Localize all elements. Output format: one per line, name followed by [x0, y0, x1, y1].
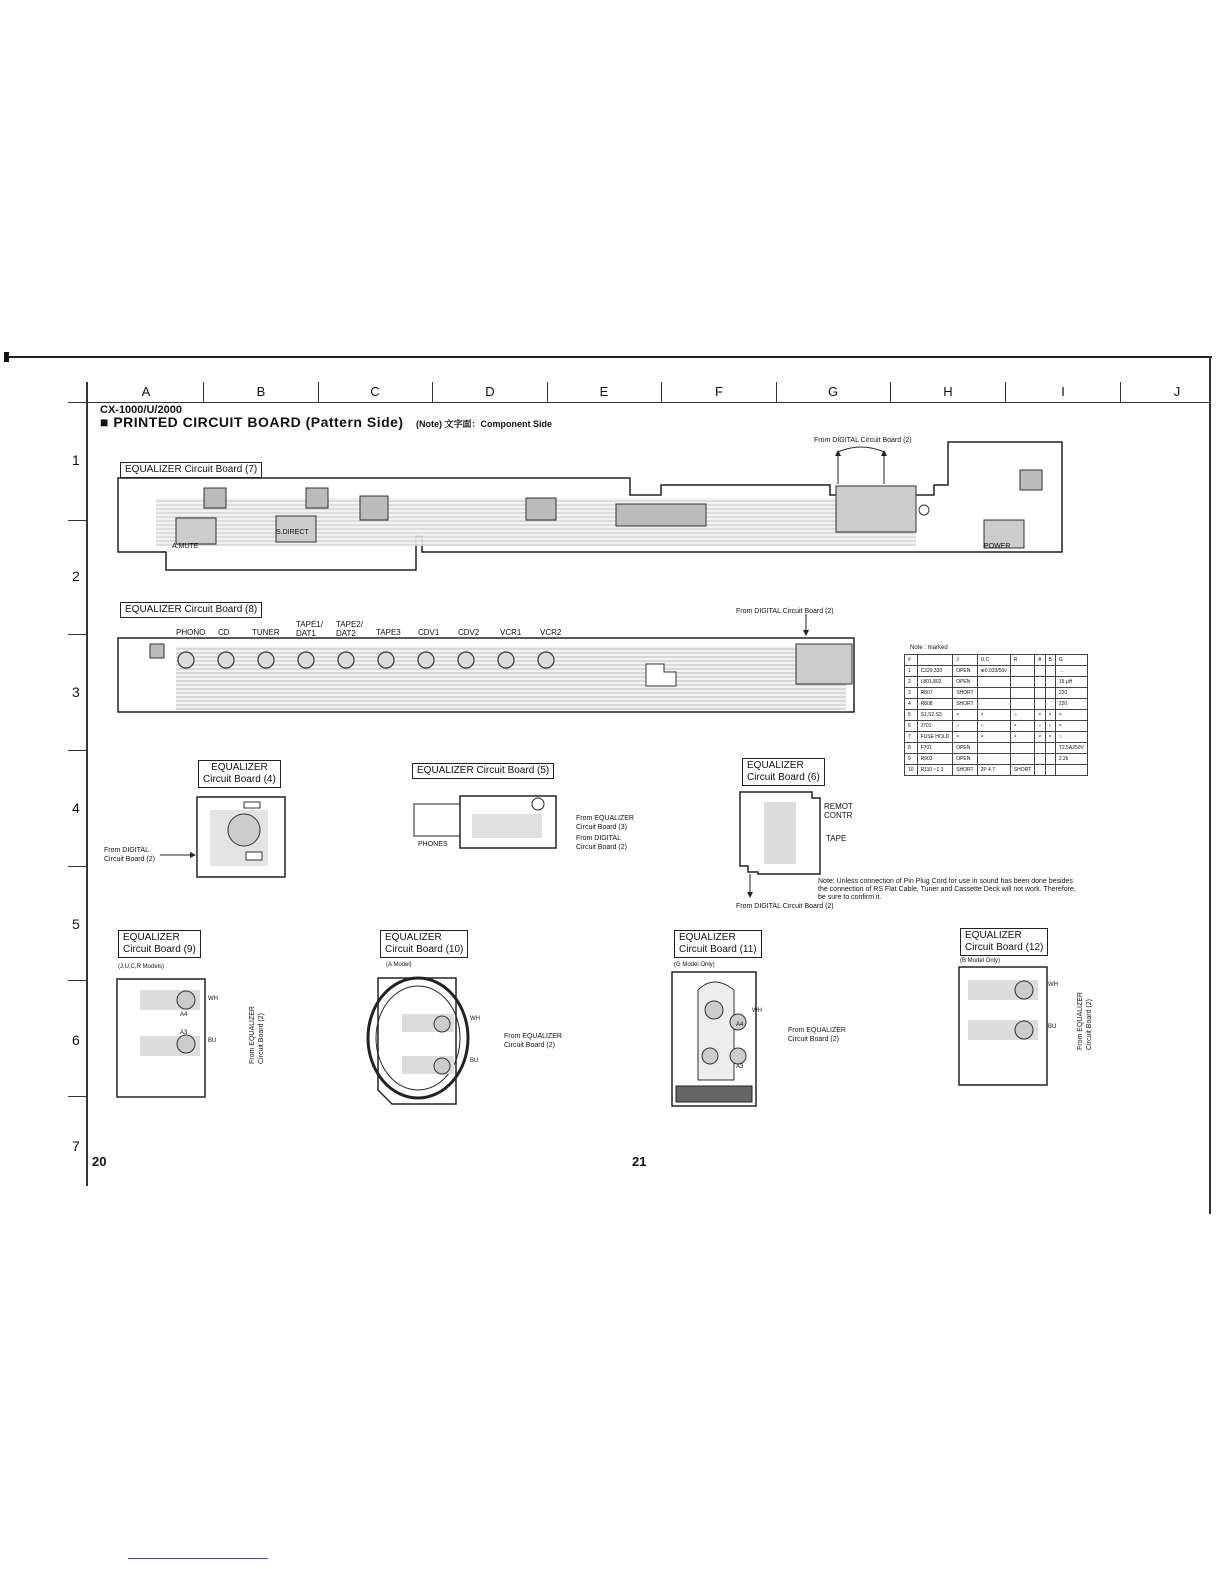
col-divider	[1005, 382, 1006, 402]
board-8-from-label: From DIGITAL Circuit Board (2)	[736, 608, 834, 615]
table-header: A	[1035, 655, 1045, 666]
input-label-tape3: TAPE3	[376, 628, 401, 637]
column-letter: G	[827, 384, 839, 399]
table-cell: ×	[1055, 710, 1087, 721]
row-number: 1	[72, 452, 80, 468]
table-cell	[977, 754, 1010, 765]
page-title: ■ PRINTED CIRCUIT BOARD (Pattern Side)	[100, 414, 404, 430]
table-cell	[1045, 743, 1055, 754]
table-cell: ×	[1045, 710, 1055, 721]
table-row	[905, 666, 1088, 677]
table-cell	[1010, 666, 1034, 677]
table-cell	[1045, 688, 1055, 699]
board-10-from-label: From EQUALIZER Circuit Board (2)	[504, 1033, 562, 1049]
row-number: 4	[72, 800, 80, 816]
table-cell: 1	[905, 666, 918, 677]
table-cell	[977, 743, 1010, 754]
table-cell	[1035, 666, 1045, 677]
model-number: CX-1000/U/2000	[100, 404, 182, 416]
column-letter: C	[370, 384, 380, 399]
table-cell: ×	[953, 710, 977, 721]
col-divider	[432, 382, 433, 402]
table-cell	[1045, 765, 1055, 776]
table-cell	[1035, 677, 1045, 688]
col-divider	[318, 382, 319, 402]
table-cell: R110 ~1 3	[917, 765, 953, 776]
row-number: 3	[72, 684, 80, 700]
table-cell: J701	[917, 721, 953, 732]
board-9-label: EQUALIZER Circuit Board (9)	[118, 930, 201, 958]
title-note: (Note) 文字面：Component Side	[416, 419, 552, 429]
board-10-model: (A Model)	[386, 962, 412, 968]
table-cell: OPEN	[953, 666, 977, 677]
table-cell: 15 μH	[1055, 677, 1087, 688]
row-number: 7	[72, 1138, 80, 1154]
table-header: B	[1045, 655, 1055, 666]
table-row	[905, 721, 1088, 732]
table-cell	[1055, 765, 1087, 776]
wire-a4-label: A4	[180, 1012, 188, 1018]
table-cell: ×	[1010, 721, 1034, 732]
table-cell: 10	[905, 765, 918, 776]
table-cell: R903	[917, 754, 953, 765]
board-10-outline	[362, 968, 472, 1120]
column-letter: J	[1173, 384, 1181, 399]
col-divider	[547, 382, 548, 402]
table-cell: T2.5A250V	[1055, 743, 1087, 754]
table-cell: SHORT	[953, 688, 977, 699]
table-cell	[1045, 699, 1055, 710]
board-7-from-label: From DIGITAL Circuit Board (2)	[814, 437, 912, 444]
board-5-label: EQUALIZER Circuit Board (5)	[412, 763, 554, 779]
phones-label: PHONES	[418, 841, 448, 848]
col-divider	[203, 382, 204, 402]
board-4-label: EQUALIZER Circuit Board (4)	[198, 760, 281, 788]
grid-left-border	[86, 382, 88, 1186]
table-row	[905, 710, 1088, 721]
table-cell	[1010, 743, 1034, 754]
wire-wh-label: WH	[1048, 982, 1058, 988]
page-number-left: 20	[92, 1154, 107, 1169]
table-cell: ⊕0.033/50v	[977, 666, 1010, 677]
table-cell	[977, 699, 1010, 710]
board-11-label: EQUALIZER Circuit Board (11)	[674, 930, 762, 958]
column-letter: A	[141, 384, 151, 399]
board-11-model: (G Model Only)	[674, 962, 715, 968]
table-cell: 6	[905, 721, 918, 732]
board-4-arrow	[160, 850, 198, 860]
table-cell: ×	[1045, 732, 1055, 743]
table-cell: ×	[1035, 732, 1045, 743]
table-header: G	[1055, 655, 1087, 666]
page-number-right: 21	[632, 1154, 647, 1169]
wire-a3-label: A3	[180, 1030, 188, 1036]
board-4-from-label: From DIGITAL Circuit Board (2)	[104, 847, 155, 863]
table-cell: SHORT	[1010, 765, 1034, 776]
board-10-label: EQUALIZER Circuit Board (10)	[380, 930, 468, 958]
remote-control-label: REMOT CONTR	[824, 802, 853, 820]
table-cell: 2P 4.7	[977, 765, 1010, 776]
table-cell: 9	[905, 754, 918, 765]
wire-bu-label: BU	[470, 1058, 479, 1064]
row-divider	[68, 750, 86, 751]
table-cell: ○	[1045, 721, 1055, 732]
table-cell: ○	[1055, 732, 1087, 743]
table-header: U,C	[977, 655, 1010, 666]
column-letter: H	[943, 384, 953, 399]
board-12-model: (B Model Only)	[960, 958, 1001, 964]
board-8-label: EQUALIZER Circuit Board (8)	[120, 602, 262, 618]
column-letter: F	[715, 384, 723, 399]
table-cell	[1035, 688, 1045, 699]
input-label-tuner: TUNER	[252, 628, 280, 637]
table-row	[905, 677, 1088, 688]
table-cell: ○	[953, 721, 977, 732]
table-cell: ○	[1035, 721, 1045, 732]
table-cell	[1035, 699, 1045, 710]
table-row	[905, 699, 1088, 710]
board-6-outline	[738, 790, 824, 900]
board-5-from-digital-label: From DIGITAL Circuit Board (2)	[576, 835, 627, 851]
table-cell: ○	[977, 721, 1010, 732]
board-8-outline	[116, 636, 858, 716]
board-8-arrow	[800, 614, 812, 636]
board-7-outline	[116, 440, 1068, 575]
board-5-from-eq-label: From EQUALIZER Circuit Board (3)	[576, 815, 634, 831]
table-row	[905, 688, 1088, 699]
wire-a4-label: A4	[736, 1022, 744, 1028]
table-cell	[1035, 743, 1045, 754]
table-cell	[977, 677, 1010, 688]
table-cell	[1045, 677, 1055, 688]
table-cell	[1035, 754, 1045, 765]
board-9-model: (J,U,C,R Models)	[118, 964, 165, 970]
table-cell	[1010, 688, 1034, 699]
table-cell: R807	[917, 688, 953, 699]
table-header: J	[953, 655, 977, 666]
table-cell: L801,802	[917, 677, 953, 688]
input-label-vcr2: VCR2	[540, 628, 562, 637]
row-number: 2	[72, 568, 80, 584]
table-cell: R808	[917, 699, 953, 710]
board-7-label: EQUALIZER Circuit Board (7)	[120, 462, 262, 478]
wire-bu-label: BU	[1048, 1024, 1057, 1030]
table-cell	[977, 688, 1010, 699]
tape-label: TAPE	[826, 834, 847, 843]
table-cell: ○	[1010, 710, 1034, 721]
table-cell: →	[1055, 666, 1087, 677]
table-cell	[1035, 765, 1045, 776]
wire-a3-label: A3	[736, 1064, 744, 1070]
table-cell: 5	[905, 710, 918, 721]
input-label-phono: PHONO	[176, 628, 206, 637]
board-6-from-label: From DIGITAL Circuit Board (2)	[736, 903, 834, 910]
column-letter: E	[599, 384, 609, 399]
table-cell: C329,330	[917, 666, 953, 677]
table-cell: ×	[1035, 710, 1045, 721]
connection-note: Note: Unless connection of Pin Plug Cord for use in sound has been done besides the connection of RS Flat Cable, Tuner and Cassette Deck will not work. Therefore, be sure to confirm it.	[818, 878, 1076, 901]
table-cell: SHORT	[953, 699, 977, 710]
table-cell: ×	[977, 710, 1010, 721]
board-11-outline	[670, 970, 760, 1110]
s-direct-label: S.DIRECT	[276, 529, 309, 536]
table-cell	[1010, 754, 1034, 765]
input-label-cd: CD	[218, 628, 230, 637]
table-cell: ×	[977, 732, 1010, 743]
table-row	[905, 765, 1088, 776]
wire-bu-label: BU	[208, 1038, 217, 1044]
table-cell: S1,S2,S3	[917, 710, 953, 721]
col-divider	[890, 382, 891, 402]
table-cell: OPEN	[953, 754, 977, 765]
table-header	[917, 655, 953, 666]
power-label: POWER	[984, 543, 1011, 550]
table-row	[905, 743, 1088, 754]
row-divider	[68, 520, 86, 521]
table-cell: F701	[917, 743, 953, 754]
grid-column-bar	[68, 402, 1210, 403]
table-header: #	[905, 655, 918, 666]
table-cell: 7	[905, 732, 918, 743]
table-cell: 4	[905, 699, 918, 710]
table-cell: 3	[905, 688, 918, 699]
input-label-vcr1: VCR1	[500, 628, 522, 637]
input-label-tape1: TAPE1/ DAT1	[296, 620, 323, 638]
col-divider	[1120, 382, 1121, 402]
table-cell	[1010, 699, 1034, 710]
table-cell: 8	[905, 743, 918, 754]
row-divider	[68, 866, 86, 867]
table-cell	[1045, 754, 1055, 765]
wire-wh-label: WH	[470, 1016, 480, 1022]
wire-wh-label: WH	[752, 1008, 762, 1014]
column-letter: B	[256, 384, 266, 399]
option-table-caption: Note : marked	[910, 645, 948, 651]
col-divider	[661, 382, 662, 402]
table-row	[905, 732, 1088, 743]
board-12-label: EQUALIZER Circuit Board (12)	[960, 928, 1048, 956]
frame-top-border	[8, 356, 1212, 358]
row-divider	[68, 1096, 86, 1097]
input-label-cdv2: CDV2	[458, 628, 480, 637]
table-cell	[1010, 677, 1034, 688]
board-9-outline	[116, 978, 206, 1098]
input-label-tape2: TAPE2/ DAT2	[336, 620, 363, 638]
row-divider	[68, 634, 86, 635]
board-11-from-label: From EQUALIZER Circuit Board (2)	[788, 1027, 846, 1043]
row-divider	[68, 980, 86, 981]
table-cell: SHORT	[953, 765, 977, 776]
row-number: 6	[72, 1032, 80, 1048]
table-cell: 2.2k	[1055, 754, 1087, 765]
table-header: R	[1010, 655, 1034, 666]
wire-wh-label: WH	[208, 996, 218, 1002]
table-cell: ×	[1010, 732, 1034, 743]
table-cell: OPEN	[953, 677, 977, 688]
board-9-from-label: From EQUALIZER Circuit Board (2)	[249, 1006, 265, 1064]
col-divider	[776, 382, 777, 402]
table-cell: ×	[953, 732, 977, 743]
board-12-from-label: From EQUALIZER Circuit Board (2)	[1077, 992, 1093, 1050]
table-cell	[1045, 666, 1055, 677]
board-12-outline	[958, 966, 1048, 1086]
frame-right-border	[1209, 356, 1211, 1214]
footer-link-line	[128, 1558, 268, 1559]
column-letter: I	[1061, 384, 1065, 399]
board-6-label: EQUALIZER Circuit Board (6)	[742, 758, 825, 786]
table-cell: OPEN	[953, 743, 977, 754]
table-cell: 220	[1055, 688, 1087, 699]
table-cell: ×	[1055, 721, 1087, 732]
table-cell: FUSE HOLD	[917, 732, 953, 743]
a-mute-label: A.MUTE	[172, 543, 199, 550]
row-number: 5	[72, 916, 80, 932]
option-table	[904, 654, 1088, 776]
column-letter: D	[485, 384, 495, 399]
input-label-cdv1: CDV1	[418, 628, 440, 637]
board-4-outline	[196, 796, 286, 878]
table-cell: 2	[905, 677, 918, 688]
table-cell: 220	[1055, 699, 1087, 710]
table-row	[905, 754, 1088, 765]
